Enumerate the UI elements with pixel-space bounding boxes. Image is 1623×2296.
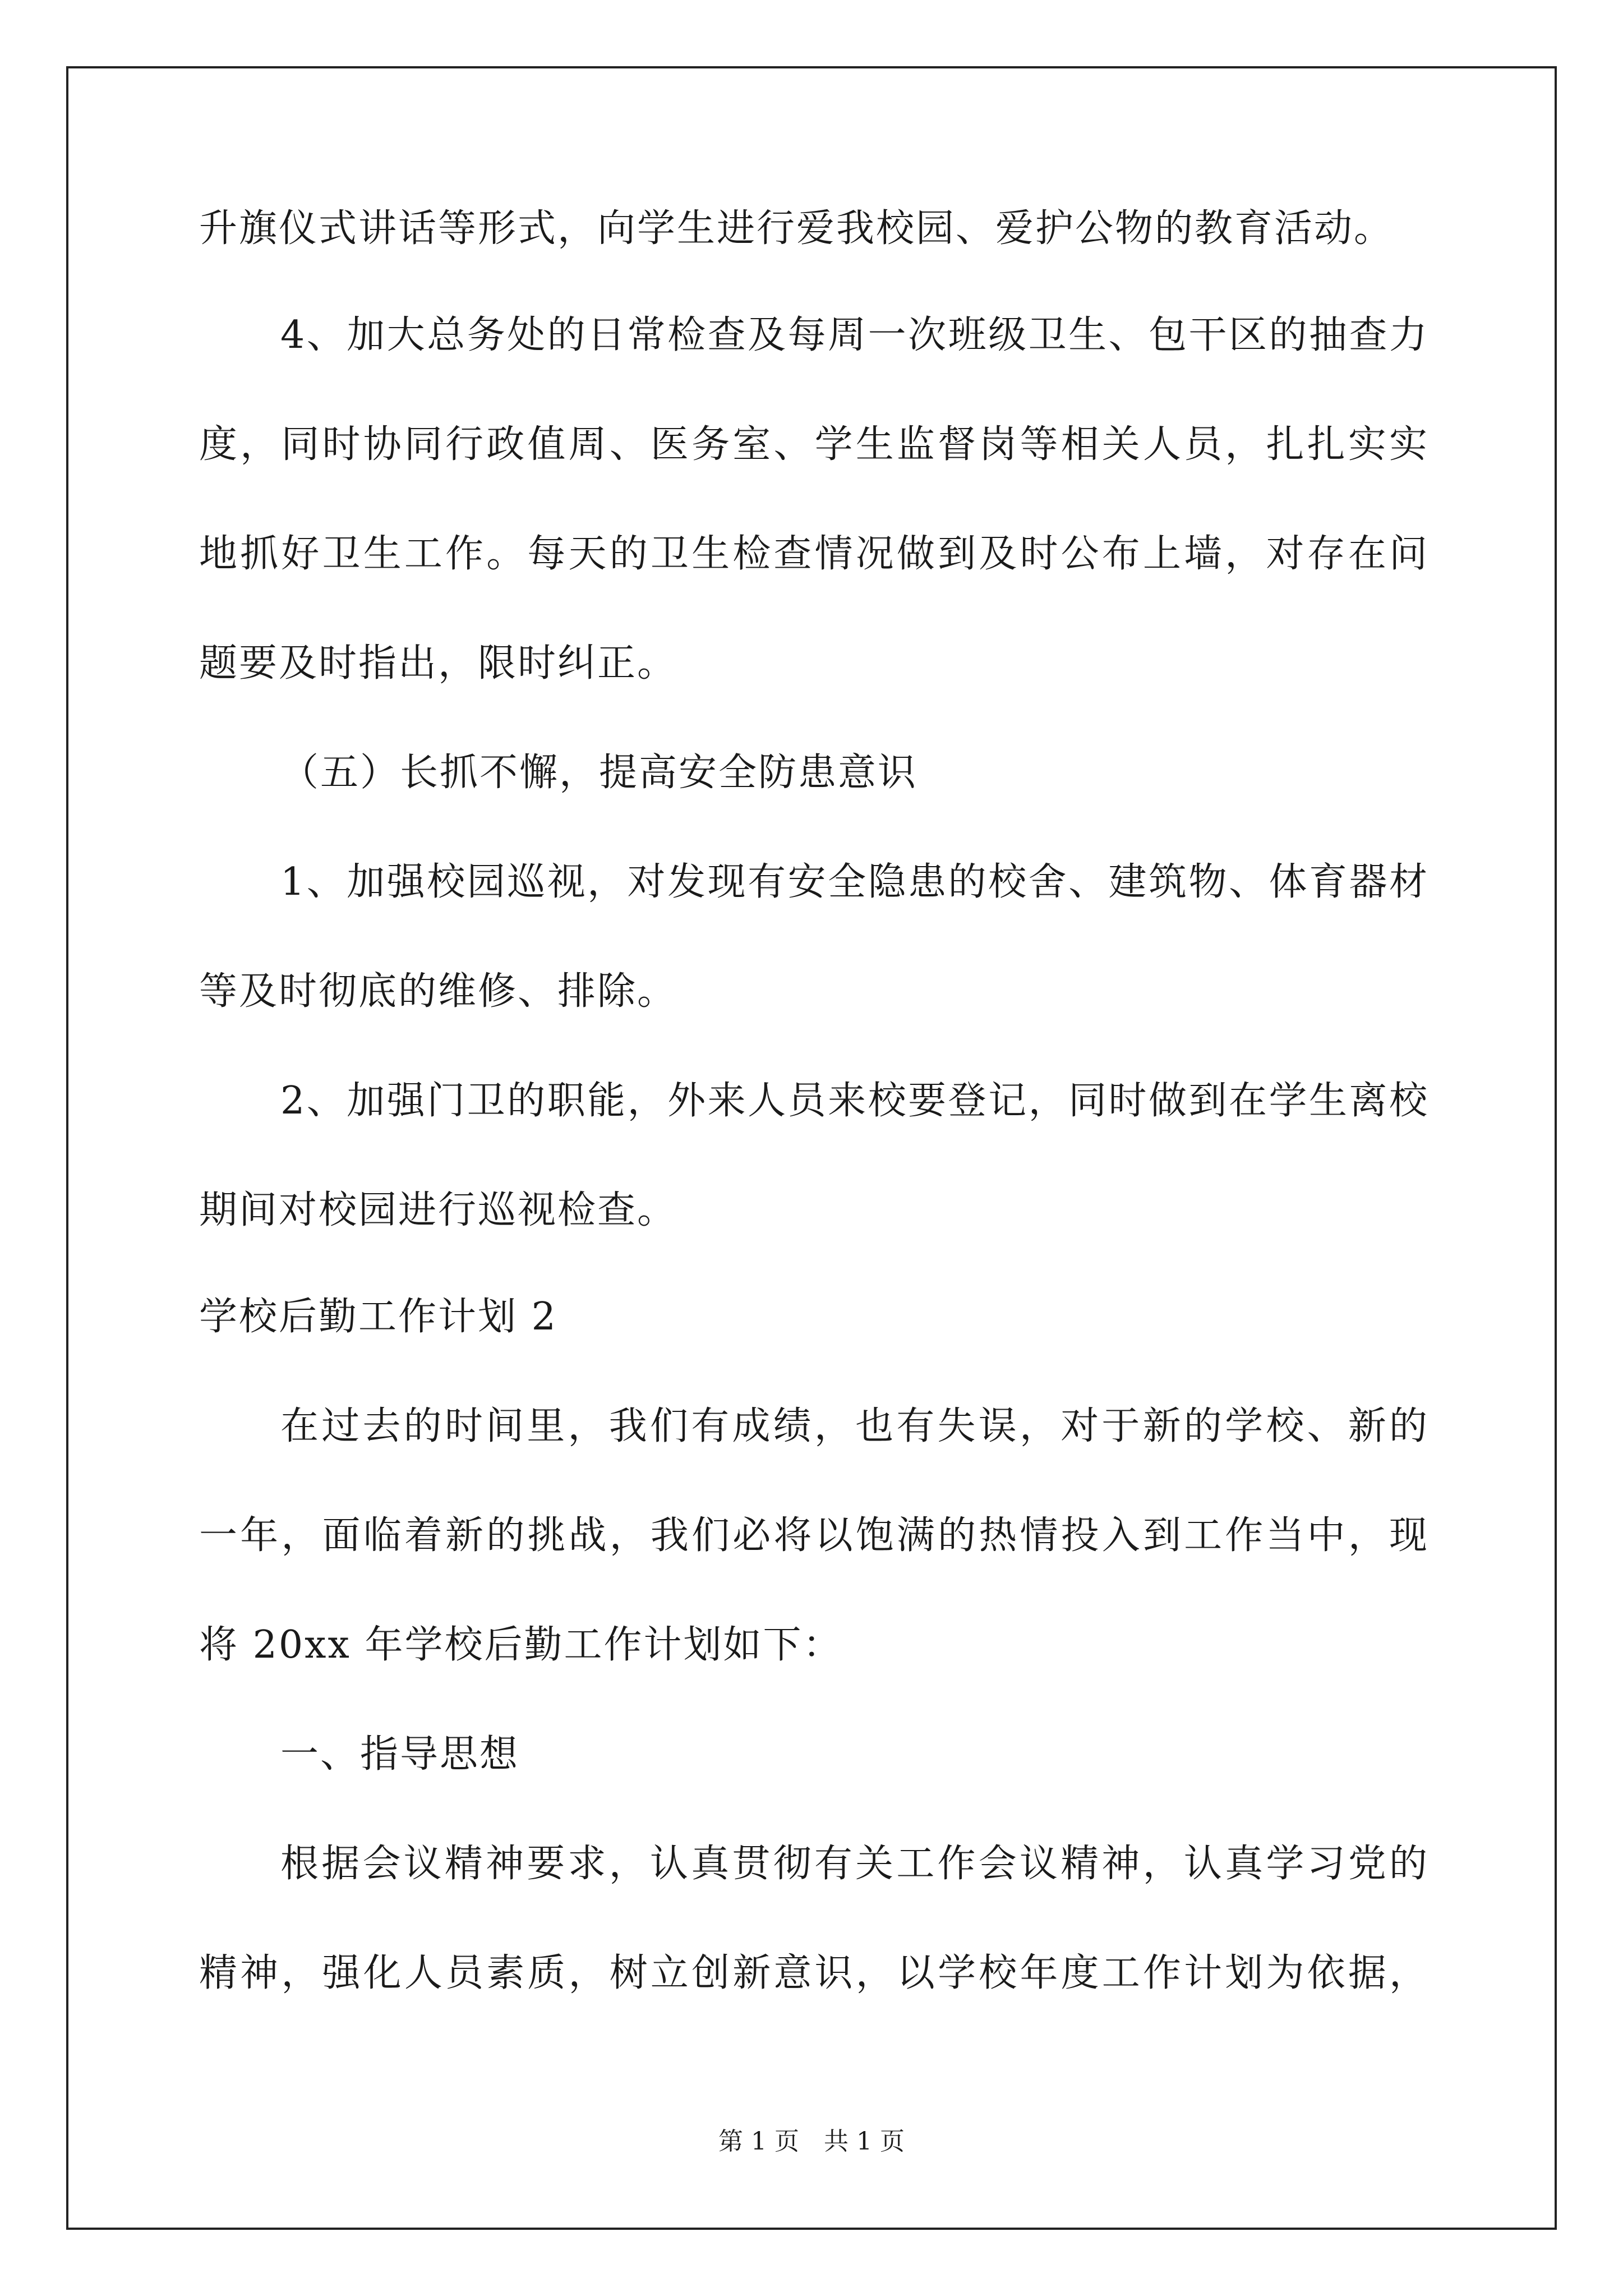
text-line-7: 1、加强校园巡视，对发现有安全隐患的校舍、建筑物、体育器材 [280, 860, 1427, 904]
text-line-8: 等及时彻底的维修、排除。 [199, 969, 677, 1014]
text-line-17: 精神，强化人员素质，树立创新意识，以学校年度工作计划为依据， [199, 1951, 1427, 1995]
text-line-4: 地抓好卫生工作。每天的卫生检查情况做到及时公布上墙，对存在问 [199, 532, 1427, 576]
text-line-9: 2、加强门卫的职能，外来人员来校要登记，同时做到在学生离校 [280, 1079, 1427, 1123]
section-heading-5: （五）长抓不懈，提高安全防患意识 [280, 751, 918, 795]
section-heading-1: 一、指导思想 [280, 1732, 520, 1777]
text-line-16: 根据会议精神要求，认真贯彻有关工作会议精神，认真学习党的 [280, 1842, 1427, 1886]
text-line-10: 期间对校园进行巡视检查。 [199, 1188, 677, 1232]
text-line-5: 题要及时指出，限时纠正。 [199, 641, 677, 685]
page-border [66, 66, 1557, 2230]
text-line-2: 4、加大总务处的日常检查及每周一次班级卫生、包干区的抽查力 [280, 313, 1427, 357]
page-footer: 第 1 页 共 1 页 [718, 2127, 905, 2156]
text-line-13: 一年，面临着新的挑战，我们必将以饱满的热情投入到工作当中，现 [199, 1513, 1427, 1558]
text-line-3: 度，同时协同行政值周、医务室、学生监督岗等相关人员，扎扎实实 [199, 422, 1427, 467]
text-line-14: 将 20xx 年学校后勤工作计划如下： [199, 1623, 843, 1667]
document-title: 学校后勤工作计划 2 [199, 1295, 557, 1339]
text-line-1: 升旗仪式讲话等形式，向学生进行爱我校园、爱护公物的教育活动。 [199, 206, 1394, 251]
text-line-12: 在过去的时间里，我们有成绩，也有失误，对于新的学校、新的 [280, 1404, 1427, 1448]
